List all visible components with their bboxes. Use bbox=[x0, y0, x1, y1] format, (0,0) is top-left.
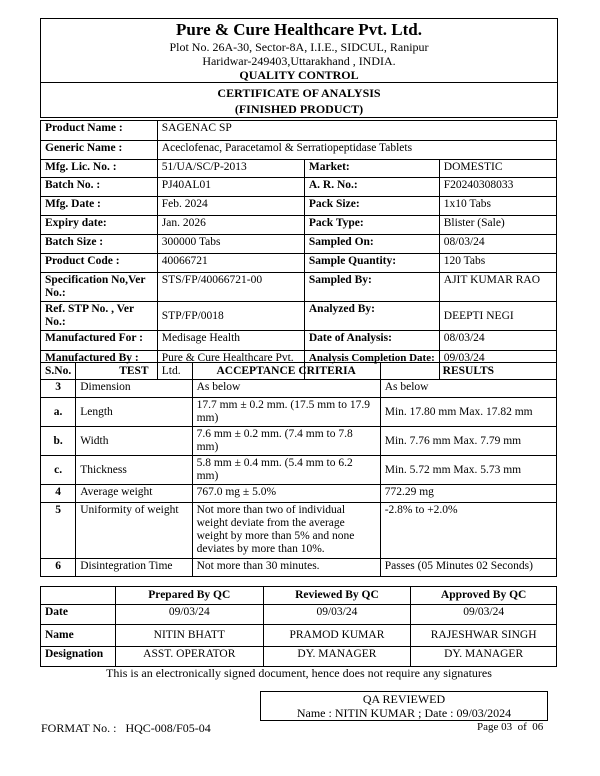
info-value: STP/FP/0018 bbox=[157, 302, 304, 331]
electronic-signature-note: This is an electronically signed document, hence does not require any signatures bbox=[106, 666, 492, 680]
header-divider-2 bbox=[40, 117, 558, 118]
designation-label: Designation bbox=[41, 647, 116, 667]
test-sno: c. bbox=[41, 456, 76, 485]
product-name-value: SAGENAC SP bbox=[157, 121, 556, 141]
reviewed-date: 09/03/24 bbox=[263, 605, 411, 625]
test-name: Dimension bbox=[76, 380, 192, 398]
test-row bbox=[41, 559, 557, 577]
info-value: 51/UA/SC/P-2013 bbox=[157, 160, 304, 178]
info-value: 40066721 bbox=[157, 254, 304, 273]
test-name: Length bbox=[76, 398, 192, 427]
test-sno: a. bbox=[41, 398, 76, 427]
info-label: Expiry date: bbox=[41, 216, 158, 235]
name-label: Name bbox=[41, 625, 116, 647]
tests-header-row bbox=[41, 363, 557, 380]
test-name: Disintegration Time bbox=[76, 559, 192, 577]
info-label: Sampled On: bbox=[304, 235, 439, 254]
info-label: Date of Analysis: bbox=[304, 331, 439, 351]
info-value: 09/03/24 bbox=[439, 351, 556, 380]
col-header-sno: S.No. bbox=[41, 363, 76, 380]
test-result: Passes (05 Minutes 02 Seconds) bbox=[380, 559, 556, 577]
info-row bbox=[41, 216, 557, 235]
info-label: Manufactured By : bbox=[41, 351, 158, 380]
info-value: Feb. 2024 bbox=[157, 197, 304, 216]
company-address-line1: Plot No. 26A-30, Sector-8A, I.I.E., SIDCUL, Ranipur bbox=[169, 40, 429, 54]
signoff-header-row bbox=[41, 587, 557, 605]
approved-date: 09/03/24 bbox=[411, 605, 557, 625]
approved-name: RAJESHWAR SINGH bbox=[411, 625, 557, 647]
info-row bbox=[41, 178, 557, 197]
test-row bbox=[41, 503, 557, 559]
test-sno: b. bbox=[41, 427, 76, 456]
col-header-criteria: ACCEPTANCE CRITERIA bbox=[192, 363, 380, 380]
info-value: 300000 Tabs bbox=[157, 235, 304, 254]
info-label: Product Code : bbox=[41, 254, 158, 273]
info-label: Batch Size : bbox=[41, 235, 158, 254]
test-name: Width bbox=[76, 427, 192, 456]
page-number: Page 03 of 06 bbox=[477, 721, 544, 733]
test-row bbox=[41, 398, 557, 427]
test-criteria: 767.0 mg ± 5.0% bbox=[192, 485, 380, 503]
info-value: DOMESTIC bbox=[439, 160, 556, 178]
info-label: A. R. No.: bbox=[304, 178, 439, 197]
signoff-name-row bbox=[41, 625, 557, 647]
test-criteria: Not more than two of individual weight deviate from the average weight by more than 5% and none deviates by more than 10%. bbox=[192, 503, 380, 559]
test-result: Min. 7.76 mm Max. 7.79 mm bbox=[380, 427, 556, 456]
signoff-designation-row bbox=[41, 647, 557, 667]
signoff-table bbox=[40, 586, 557, 667]
info-value: Medisage Health bbox=[157, 331, 304, 351]
prepared-by-header: Prepared By QC bbox=[115, 587, 263, 605]
test-name: Uniformity of weight bbox=[76, 503, 192, 559]
signoff-corner bbox=[41, 587, 116, 605]
product-info-table bbox=[40, 120, 557, 380]
test-name: Average weight bbox=[76, 485, 192, 503]
product-name-row bbox=[41, 121, 557, 141]
info-row bbox=[41, 254, 557, 273]
info-value: DEEPTI NEGI bbox=[439, 302, 556, 331]
approved-by-header: Approved By QC bbox=[411, 587, 557, 605]
info-label: Mfg. Lic. No. : bbox=[41, 160, 158, 178]
certificate-subtitle: (FINISHED PRODUCT) bbox=[234, 102, 364, 116]
info-label: Ref. STP No. , Ver No.: bbox=[41, 302, 158, 331]
info-row bbox=[41, 197, 557, 216]
info-value: PJ40AL01 bbox=[157, 178, 304, 197]
info-value: 1x10 Tabs bbox=[439, 197, 556, 216]
info-label: Sample Quantity: bbox=[304, 254, 439, 273]
info-row bbox=[41, 160, 557, 178]
info-row bbox=[41, 273, 557, 302]
company-name: Pure & Cure Healthcare Pvt. Ltd. bbox=[176, 20, 422, 39]
prepared-name: NITIN BHATT bbox=[115, 625, 263, 647]
prepared-date: 09/03/24 bbox=[115, 605, 263, 625]
signoff-date-row bbox=[41, 605, 557, 625]
col-header-test: TEST bbox=[76, 363, 192, 380]
generic-name-row bbox=[41, 141, 557, 160]
info-row bbox=[41, 331, 557, 351]
generic-name-value: Aceclofenac, Paracetamol & Serratiopeptidase Tablets bbox=[157, 141, 556, 160]
reviewed-designation: DY. MANAGER bbox=[263, 647, 411, 667]
info-value: Blister (Sale) bbox=[439, 216, 556, 235]
product-name-label: Product Name : bbox=[41, 121, 158, 141]
info-value: F20240308033 bbox=[439, 178, 556, 197]
test-row bbox=[41, 427, 557, 456]
info-label: Manufactured For : bbox=[41, 331, 158, 351]
info-label: Pack Type: bbox=[304, 216, 439, 235]
prepared-designation: ASST. OPERATOR bbox=[115, 647, 263, 667]
reviewed-by-header: Reviewed By QC bbox=[263, 587, 411, 605]
info-value: 08/03/24 bbox=[439, 331, 556, 351]
generic-name-label: Generic Name : bbox=[41, 141, 158, 160]
col-header-results: RESULTS bbox=[380, 363, 556, 380]
info-value: 120 Tabs bbox=[439, 254, 556, 273]
test-sno: 6 bbox=[41, 559, 76, 577]
certificate-title: CERTIFICATE OF ANALYSIS bbox=[217, 86, 381, 100]
department: QUALITY CONTROL bbox=[239, 68, 359, 82]
test-result: -2.8% to +2.0% bbox=[380, 503, 556, 559]
approved-designation: DY. MANAGER bbox=[411, 647, 557, 667]
info-label: Specification No,Ver No.: bbox=[41, 273, 158, 302]
test-sno: 5 bbox=[41, 503, 76, 559]
test-result: 772.29 mg bbox=[380, 485, 556, 503]
format-number: FORMAT No. : HQC-008/F05-04 bbox=[41, 721, 211, 735]
test-row bbox=[41, 380, 557, 398]
info-value: 08/03/24 bbox=[439, 235, 556, 254]
test-criteria: As below bbox=[192, 380, 380, 398]
test-row bbox=[41, 485, 557, 503]
company-address-line2: Haridwar-249403,Uttarakhand , INDIA. bbox=[202, 54, 396, 68]
info-value: Pure & Cure Healthcare Pvt. Ltd. bbox=[157, 351, 304, 380]
info-label: Pack Size: bbox=[304, 197, 439, 216]
qa-reviewed-details: Name : NITIN KUMAR ; Date : 09/03/2024 bbox=[296, 706, 512, 720]
date-label: Date bbox=[41, 605, 116, 625]
test-sno: 3 bbox=[41, 380, 76, 398]
info-value: Jan. 2026 bbox=[157, 216, 304, 235]
test-result: Min. 17.80 mm Max. 17.82 mm bbox=[380, 398, 556, 427]
info-label: Mfg. Date : bbox=[41, 197, 158, 216]
qa-reviewed-title: QA REVIEWED bbox=[362, 692, 446, 706]
test-criteria: Not more than 30 minutes. bbox=[192, 559, 380, 577]
test-name: Thickness bbox=[76, 456, 192, 485]
info-label: Batch No. : bbox=[41, 178, 158, 197]
info-value: AJIT KUMAR RAO bbox=[439, 273, 556, 302]
info-label: Analyzed By: bbox=[304, 302, 439, 331]
info-row bbox=[41, 235, 557, 254]
info-label: Analysis Completion Date: bbox=[304, 351, 439, 380]
info-row bbox=[41, 302, 557, 331]
info-label: Market: bbox=[304, 160, 439, 178]
test-criteria: 5.8 mm ± 0.4 mm. (5.4 mm to 6.2 mm) bbox=[192, 456, 380, 485]
tests-table bbox=[40, 362, 557, 577]
info-label: Sampled By: bbox=[304, 273, 439, 302]
test-criteria: 17.7 mm ± 0.2 mm. (17.5 mm to 17.9 mm) bbox=[192, 398, 380, 427]
test-sno: 4 bbox=[41, 485, 76, 503]
test-row bbox=[41, 456, 557, 485]
info-value: STS/FP/40066721-00 bbox=[157, 273, 304, 302]
reviewed-name: PRAMOD KUMAR bbox=[263, 625, 411, 647]
test-result: As below bbox=[380, 380, 556, 398]
test-criteria: 7.6 mm ± 0.2 mm. (7.4 mm to 7.8 mm) bbox=[192, 427, 380, 456]
test-result: Min. 5.72 mm Max. 5.73 mm bbox=[380, 456, 556, 485]
